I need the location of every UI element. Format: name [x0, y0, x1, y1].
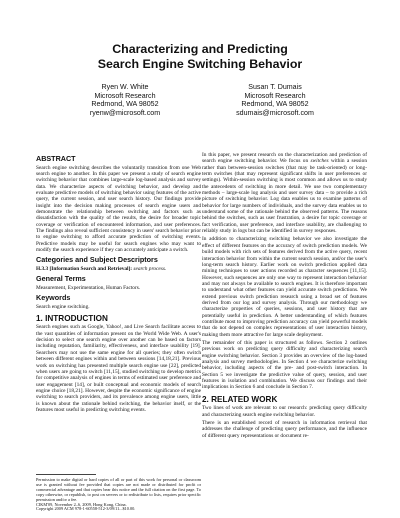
related-work-heading: 2. RELATED WORK — [202, 394, 278, 404]
right-paragraph-5: There is an established record of research in information retrieval that addresses the challenge of predicting query performance, and the influence of different query representations or document re- — [202, 420, 367, 439]
introduction-heading: 1. INTRODUCTION — [36, 313, 108, 323]
right-paragraph-4: Two lines of work are relevant to our research: predicting query difficulty and characterizing search engine switching behavior. — [202, 405, 367, 418]
author-address: Redmond, WA 98052 — [241, 100, 309, 109]
left-column — [36, 152, 201, 415]
right-paragraph-3: The remainder of this paper is structured as follows. Section 2 outlines previous work on predicting query difficulty and characterizing search engine switching behavior. Section 3 provides an overview of the log-based analysis and survey methodologies. In Section 4 we characterize switching behavior, including aspects of the pre- and post-switch interaction. In Section 5 we investigate the predictive value of query, session, and user features in isolation and combination. We discuss our findings and their implications in Section 6 and conclude in Section 7. — [202, 339, 367, 391]
abstract-heading: ABSTRACT — [36, 154, 76, 163]
copyright-line: Copyright 2009 ACM 978-1-60558-512-3/09/11...$10.00. — [36, 506, 136, 512]
abstract-text: Search engine switching describes the voluntarily transition from one Web search engine to another. In this paper we present a study of search engine switching behavior that combines large-scale log-based analysis and survey data. We characterize aspects of switching behavior, and develop and evaluate predictive models of switching behavior using features of the active query, the current session, and user search history. Our findings provide insight into the decision making processes of search engine users and demonstrate the relationship between switching and factors such as dissatisfaction with the quality of the results, the desire for broader topic coverage or verification of encountered information, and user preferences. The findings also reveal sufficient consistency in users' search behavior prior to engine switching to afford accurate prediction of switching events. Predictive models may be useful for search engines who may want to modify the search experience if they can accurately anticipate a switch. — [36, 164, 201, 253]
author-affiliation: Microsoft Research — [244, 91, 306, 100]
text-span: within a session rather than between-session switches (that may be task-oriented) or long-term switches (that may represent significant shifts in user preferences or settings). Within-session switching is most common and allows us to study the antecedents of switching in more detail. We use two complementary methods – large-scale log analysis and user survey data – to provide a rich picture of switching behavior. Log data enables us to examine patterns of behavior for large numbers of individuals, and the survey data enables us to understand some of the rationale behind the observed patterns. The reasons behind the switches, such as user frustration, a desire for topic coverage or fact verification, user preference, and interface usability, are challenging to reliably study in logs but can be identified in survey responses. — [202, 158, 367, 235]
author-email: sdumais@microsoft.com — [236, 108, 314, 117]
categories-text — [36, 266, 201, 272]
categories-rest: search process. — [133, 265, 167, 272]
permission-text: Permission to make digital or hard copies of all or part of this work for personal or classroom use is granted without fee provided that copies are not made or distributed for profit or commercial advantage and that copies bear this notice and the full citation on the first page. To copy otherwise, or republish, to post on servers or to redistribute to lists, requires prior specific permission and/or a fee. — [36, 477, 201, 502]
conference-line: CIKM'09, November 2–6, 2009, Hong Kong, China. — [36, 501, 127, 507]
categories-heading: Categories and Subject Descriptors — [36, 255, 158, 265]
right-paragraph-2: In addition to characterizing switching behavior we also investigate the effect of different features on the accuracy of switch prediction models. We build models with rich sets of features derived from the active query, recent interaction behavior from within the current search session, and/or the user's long-term search history. Earlier work on switch prediction applied data mining techniques to user actions recorded as character sequences [11,15]. However, such sequences are only one way to represent interaction behavior and may not always be available to search engines. It is therefore important to understand what other features can yield accurate switch predictions. We extend previous switch prediction research using a broad set of features derived from our log and survey analysis. Through our methodology we characterize properties of queries, sessions, and user history that are potentially useful in prediction. A better understanding of which features contribute most to improving prediction accuracy can yield powerful models that do not depend on complex representations of user interaction history, making them more attractive for large scale deployment. — [202, 236, 367, 338]
categories-code: H.3.3 [Information Search and Retrieval]: — [36, 265, 133, 272]
paper-title-line-2: Search Engine Switching Behavior — [97, 57, 303, 71]
author-affiliation: Microsoft Research — [94, 91, 156, 100]
author-block-2 — [200, 83, 350, 117]
right-paragraph-1 — [202, 152, 367, 234]
introduction-text: Search engines such as Google, Yahoo!, and Live Search facilitate access to the vast quantities of information present on the World Wide Web. A user's decision to select one search engine over another can be based on factors including reputation, familiarity, effectiveness, and interface usability [19]. Searchers may not use the same engine for all queries; they often switch between different engines within and between sessions [14,18,21]. Previous work on switching has presented multiple search engine use [22], predicted when users are going to switch [11,15], studied switching to develop metrics for competitive analysis of engines in terms of estimated user preference and user engagement [14], or built conceptual and economic models of search engine choice [18,21]. However, despite the economic significance of engine switching to search providers, and its prevalence among engine users, little is known about the rationale behind switching, the behavior itself, or the features most useful in predicting switching events. — [36, 324, 201, 413]
author-name: Ryen W. White — [101, 83, 149, 91]
general-terms-heading: General Terms — [36, 274, 86, 284]
right-column — [202, 152, 367, 441]
keywords-text: Search engine switching. — [36, 303, 90, 310]
author-name: Susan T. Dumais — [248, 83, 302, 91]
keywords-heading: Keywords — [36, 293, 71, 302]
author-address: Redmond, WA 98052 — [91, 100, 159, 109]
paper-title-line-1: Characterizing and Predicting — [112, 42, 288, 56]
copyright-footnote — [36, 478, 201, 512]
emphasis-span: switches — [310, 158, 329, 165]
text-span: In this paper, we present research on the characterization and prediction of search engine switching behavior. We focus on — [202, 152, 367, 165]
author-email: ryenw@microsoft.com — [89, 108, 161, 117]
general-terms-text: Measurement, Experimentation, Human Factors. — [36, 284, 141, 291]
footnote-rule — [36, 474, 96, 475]
author-block-1 — [50, 83, 200, 117]
